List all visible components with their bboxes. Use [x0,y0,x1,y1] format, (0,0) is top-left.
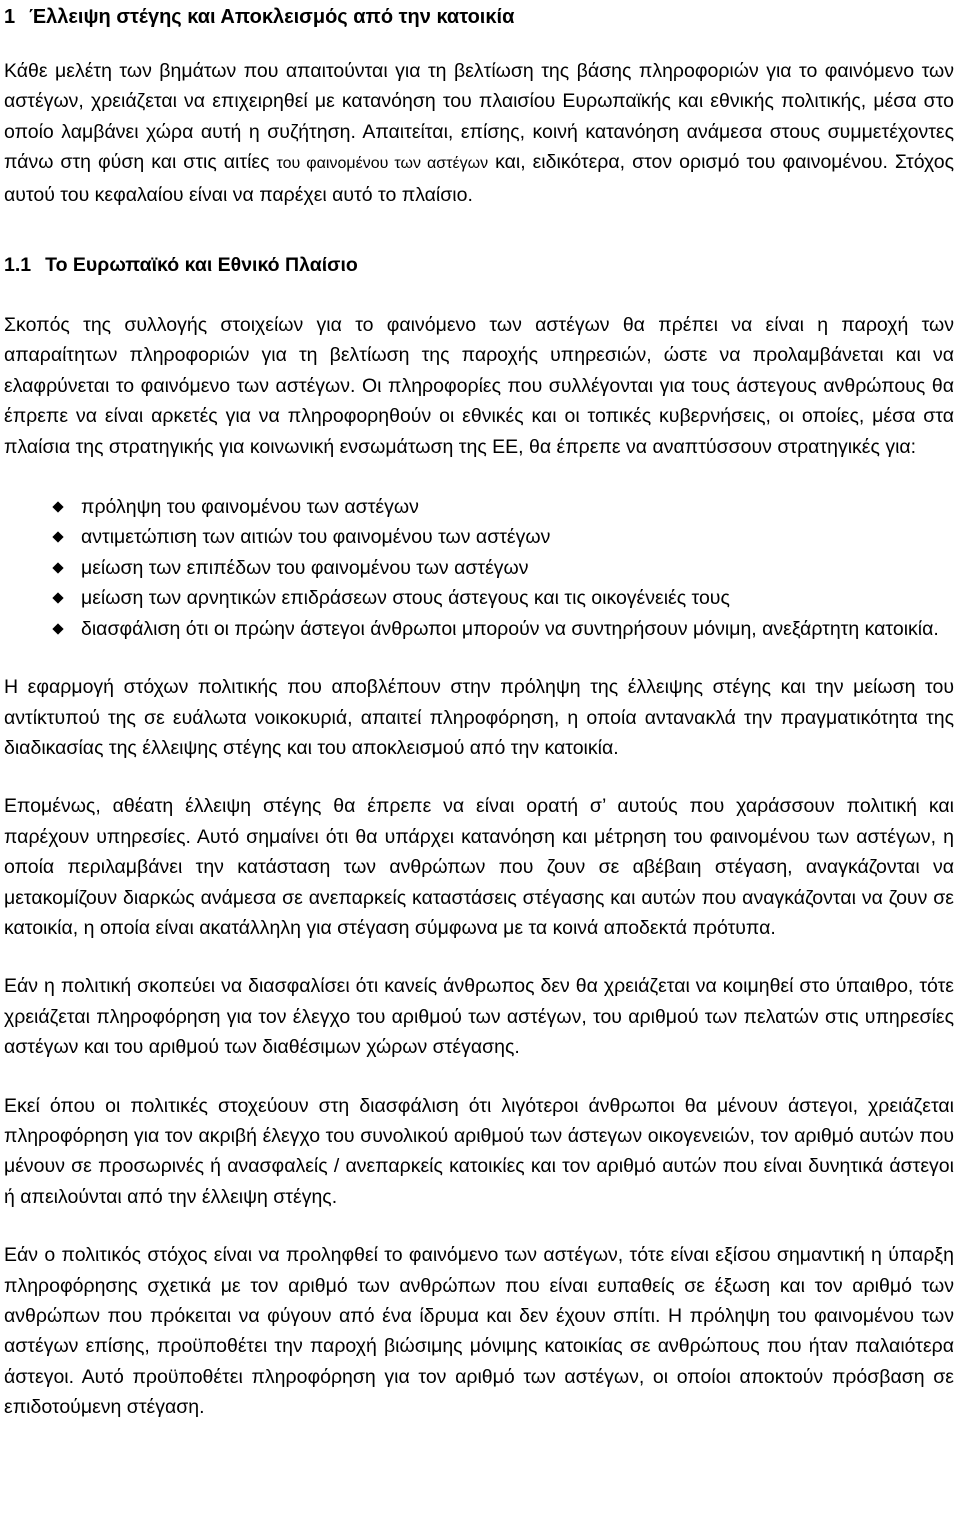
paragraph-purpose: Σκοπός της συλλογής στοιχείων για το φαινόμενο των αστέγων θα πρέπει να είναι η παροχή των απαραίτητων πληροφοριών για τη βελτίωση της παροχής υπηρεσιών, ώστε να προλαμβάνεται και να ελαφρύνεται το φαινόμενο των αστέγων. Οι πληροφορίες που συλλέγονται για τους άστεγους ανθρώπους θα έπρεπε να είναι αρκετές για να πληροφορηθούν οι εθνικές και οι τοπικές κυβερνήσεις, οι οποίες, μέσα στα πλαίσια της στρατηγικής για κοινωνική ενσωμάτωση της ΕΕ, θα έπρεπε να αναπτύσσουν στρατηγικές για: [4,314,954,458]
list-item: μείωση των επιπέδων του φαινομένου των αστέγων [4,553,954,583]
list-item: μείωση των αρνητικών επιδράσεων στους άστεγους και τις οικογένειές τους [4,583,954,613]
paragraph-fewer-homeless: Εκεί όπου οι πολιτικές στοχεύουν στη διασφάλιση ότι λιγότεροι άνθρωποι θα μένουν άστεγοι, χρειάζεται πληροφόρηση για τον ακριβή έλεγχο του συνολικού αριθμού των άστεγων οικογενειών, τον αριθμό αυτών που μένουν σε προσωρινές ή ανασφαλείς / ανεπαρκείς κατοικίες και τον αριθμό αυτών που είναι δυνητικά άστεγοι ή απειλούνται από την έλλειψη στέγης. [4,1094,954,1208]
diamond-bullet-icon [52,623,63,634]
diamond-bullet-icon [52,562,63,573]
section-number: 1.1 [4,254,32,277]
section-heading [4,252,954,278]
paragraph-hidden-homelessness: Επομένως, αθέατη έλλειψη στέγης θα έπρεπε να είναι ορατή σ’ αυτούς που χαράσσουν πολιτική και παρέχουν υπηρεσίες. Αυτό σημαίνει ότι θα υπάρχει κατανόηση και μέτρηση του φαινομένου των αστέγων, η οποία περιλαμβάνει την κατάσταση των ανθρώπων που ζουν σε αβέβαιη στέγαση, αναγκάζονται να μετακομίζουν διαρκώς ανάμεσα σε ανεπαρκείς καταστάσεις στέγασης και αυτών που αναγκάζονται να ζουν σε κατοικία, η οποία είναι ακατάλληλη για στέγαση σύμφωνα με τα κοινά αποδεκτά πρότυπα. [4,795,954,939]
intro-paragraph [4,56,954,210]
list-item: αντιμετώπιση των αιτιών του φαινομένου των αστέγων [4,522,954,552]
paragraph-rough-sleeping: Εάν η πολιτική σκοπεύει να διασφαλίσει ότι κανείς άνθρωπος δεν θα χρειάζεται να κοιμηθεί στο ύπαιθρο, τότε χρειάζεται πληροφόρηση για τον έλεγχο του αριθμού των αστέγων, του αριθμού των πελατών στις υπηρεσίες αστέγων και του αριθμού των διαθέσιμων χώρων στέγασης. [4,975,954,1059]
diamond-bullet-icon [52,593,63,604]
chapter-title: Έλλειψη στέγης και Αποκλεισμός από την κατοικία [29,6,515,28]
intro-text-part1: Κάθε μελέτη των βημάτων που απαιτούνται για τη βελτίωση της βάσης πληροφοριών για το φαινόμενο των αστέγων, χρειάζεται να επιχειρηθεί με κατανόηση του πλαισίου Ευρωπαϊκής και εθνικής πολιτικής, μέσα στο οποίο λαμβάνει χώρα αυτή η συζήτηση. Απαιτείται, επίσης, κοινή κατανόηση ανάμεσα στους συμμετέχοντες πάνω στη φύση και στις αιτίες [4,60,954,174]
paragraph-prevention: Εάν ο πολιτικός στόχος είναι να προληφθεί το φαινόμενο των αστέγων, τότε είναι εξίσου σημαντική η ύπαρξη πληροφόρησης σχετικά με τον αριθμό των ανθρώπων που είναι ευπαθείς σε έξωση και τον αριθμό των ανθρώπων που πρόκειται να φύγουν από ένα ίδρυμα και δεν έχουν σπίτι. Η πρόληψη του φαινομένου των αστέγων επίσης, προϋποθέτει την παροχή βιώσιμης μόνιμης κατοικίας σε ανθρώπους που ήταν παλαιότερα άστεγοι. Αυτό προϋποθέτει πληροφόρηση για τον αριθμό των αστέγων, οι οποίοι αποκτούν πρόσβαση σε επιδοτούμενη στέγαση. [4,1244,954,1419]
diamond-bullet-icon [52,501,63,512]
intro-text-part2: και, ειδικότερα, στον ορισμό του φαινομένου. Στόχος αυτού του κεφαλαίου είναι να παρέχει αυτό το πλαίσιο. [4,151,955,206]
section-title: Το Ευρωπαϊκό και Εθνικό Πλαίσιο [45,254,358,277]
paragraph-policy-goals: Η εφαρμογή στόχων πολιτικής που αποβλέπουν στην πρόληψη της έλλειψης στέγης και την μείωση του αντίκτυπού της σε ευάλωτα νοικοκυριά, απαιτεί πληροφόρηση, η οποία αντανακλά την πραγματικότητα της διαδικασίας της έλλειψης στέγης και του αποκλεισμού από την κατοικία. [4,676,954,759]
diamond-bullet-icon [52,532,63,543]
strategy-list [4,492,954,644]
intro-text-small: του φαινομένου των αστέγων [276,155,489,173]
chapter-heading [4,2,954,30]
chapter-number: 1 [4,6,16,28]
document-page [4,0,954,1423]
list-item: διασφάλιση ότι οι πρώην άστεγοι άνθρωποι μπορούν να συντηρήσουν μόνιμη, ανεξάρτητη κατοικία. [4,614,954,644]
list-item: πρόληψη του φαινομένου των αστέγων [4,492,954,522]
